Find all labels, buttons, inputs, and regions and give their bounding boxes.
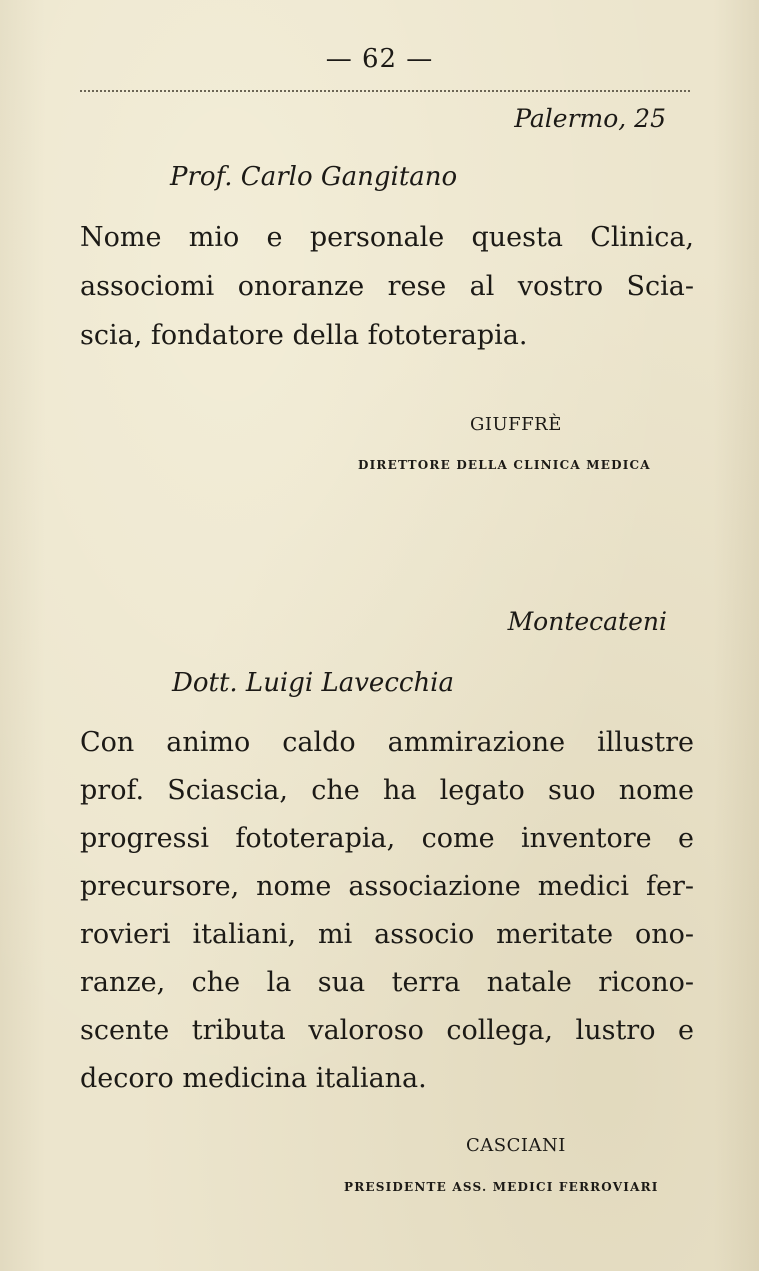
telegram-2-line: progressi fototerapia, come inventore e xyxy=(80,823,694,854)
telegram-2-line: ranze, che la sua terra natale ricono- xyxy=(80,967,694,998)
header-dotted-rule xyxy=(80,90,690,92)
telegram-1-addressee: Prof. Carlo Gangitano xyxy=(170,162,458,192)
telegram-2-addressee: Dott. Luigi Lavecchia xyxy=(172,668,455,698)
telegram-2-line: precursore, nome associazione medici fer- xyxy=(80,871,694,902)
telegram-2-place: Montecateni xyxy=(507,607,667,636)
telegram-1-line: associomi onoranze rese al vostro Scia- xyxy=(80,271,694,302)
telegram-2-signer: CASCIANI xyxy=(466,1135,566,1156)
telegram-1-line: Nome mio e personale questa Clinica, xyxy=(80,222,694,253)
telegram-2-line: scente tributa valoroso collega, lustro e xyxy=(80,1015,694,1046)
telegram-1-signer-title: DIRETTORE DELLA CLINICA MEDICA xyxy=(358,458,651,472)
telegram-2-line: decoro medicina italiana. xyxy=(80,1063,427,1094)
telegram-2-line: prof. Sciascia, che ha legato suo nome xyxy=(80,775,694,806)
telegram-2-signer-title: PRESIDENTE ASS. MEDICI FERROVIARI xyxy=(344,1180,659,1194)
telegram-2-line: Con animo caldo ammirazione illustre xyxy=(80,727,694,758)
page-number: — 62 — xyxy=(325,44,434,74)
telegram-1-signer: GIUFFRÈ xyxy=(470,414,562,435)
telegram-2-line: rovieri italiani, mi associo meritate ono- xyxy=(80,919,694,950)
telegram-1-place: Palermo, 25 xyxy=(514,104,666,133)
telegram-1-line: scia, fondatore della fototerapia. xyxy=(80,320,528,351)
